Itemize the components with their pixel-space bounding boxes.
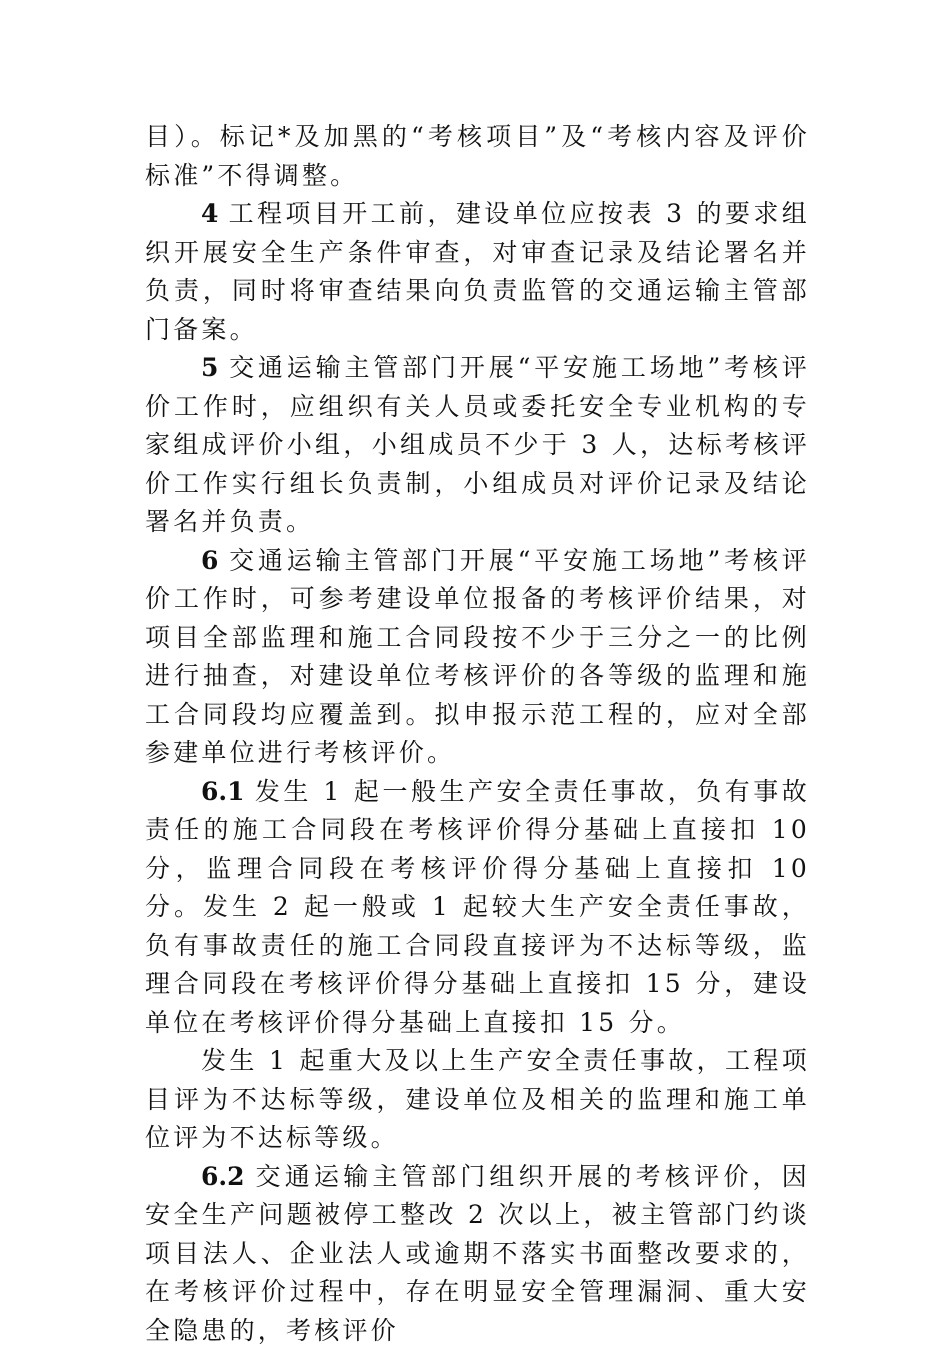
item-number: 4 [201, 199, 218, 228]
paragraph-text: 交通运输主管部门组织开展的考核评价，因安全生产问题被停工整改 2 次以上，被主管部门约谈项目法人、企业法人或逾期不落实书面整改要求的，在考核评价过程中，存在明显安全管理漏洞、重大安全隐患的，考核评价 [145, 1162, 810, 1345]
paragraph-text: 发生 1 起一般生产安全责任事故，负有事故责任的施工合同段在考核评价得分基础上直接扣 10 分，监理合同段在考核评价得分基础上直接扣 10 分。发生 2 起一般或 1 起较大生产安全责任事故，负有事故责任的施工合同段直接评为不达标等级，监理合同段在考核评价得分基础上直接扣 15 分，建设单位在考核评价得分基础上直接扣 15 分。 [145, 777, 810, 1037]
item-number: 5 [201, 353, 218, 382]
paragraph-item-6-1 [145, 773, 810, 1043]
paragraph-item-5 [145, 349, 810, 542]
paragraph-item-4 [145, 195, 810, 349]
paragraph-text: 目）。标记*及加黑的“考核项目”及“考核内容及评价标准”不得调整。 [145, 122, 810, 190]
item-number: 6.2 [201, 1162, 245, 1191]
paragraph-text: 交通运输主管部门开展“平安施工场地”考核评价工作时，可参考建设单位报备的考核评价结果，对项目全部监理和施工合同段按不少于三分之一的比例进行抽查，对建设单位考核评价的各等级的监理和施工合同段均应覆盖到。拟申报示范工程的，应对全部参建单位进行考核评价。 [145, 546, 810, 768]
paragraph-text: 交通运输主管部门开展“平安施工场地”考核评价工作时，应组织有关人员或委托安全专业机构的专家组成评价小组，小组成员不少于 3 人，达标考核评价工作实行组长负责制，小组成员对评价记录及结论署名并负责。 [145, 353, 810, 536]
document-body [145, 118, 810, 1350]
paragraph-text: 工程项目开工前，建设单位应按表 3 的要求组织开展安全生产条件审查，对审查记录及结论署名并负责，同时将审查结果向负责监管的交通运输主管部门备案。 [145, 199, 810, 344]
paragraph-item-6-2 [145, 1158, 810, 1350]
item-number: 6 [201, 546, 218, 575]
paragraph-item-6 [145, 542, 810, 773]
paragraph-continuation [145, 118, 810, 195]
paragraph-6-1-continued [145, 1042, 810, 1158]
paragraph-text: 发生 1 起重大及以上生产安全责任事故，工程项目评为不达标等级，建设单位及相关的监理和施工单位评为不达标等级。 [145, 1046, 810, 1152]
item-number: 6.1 [201, 777, 245, 806]
